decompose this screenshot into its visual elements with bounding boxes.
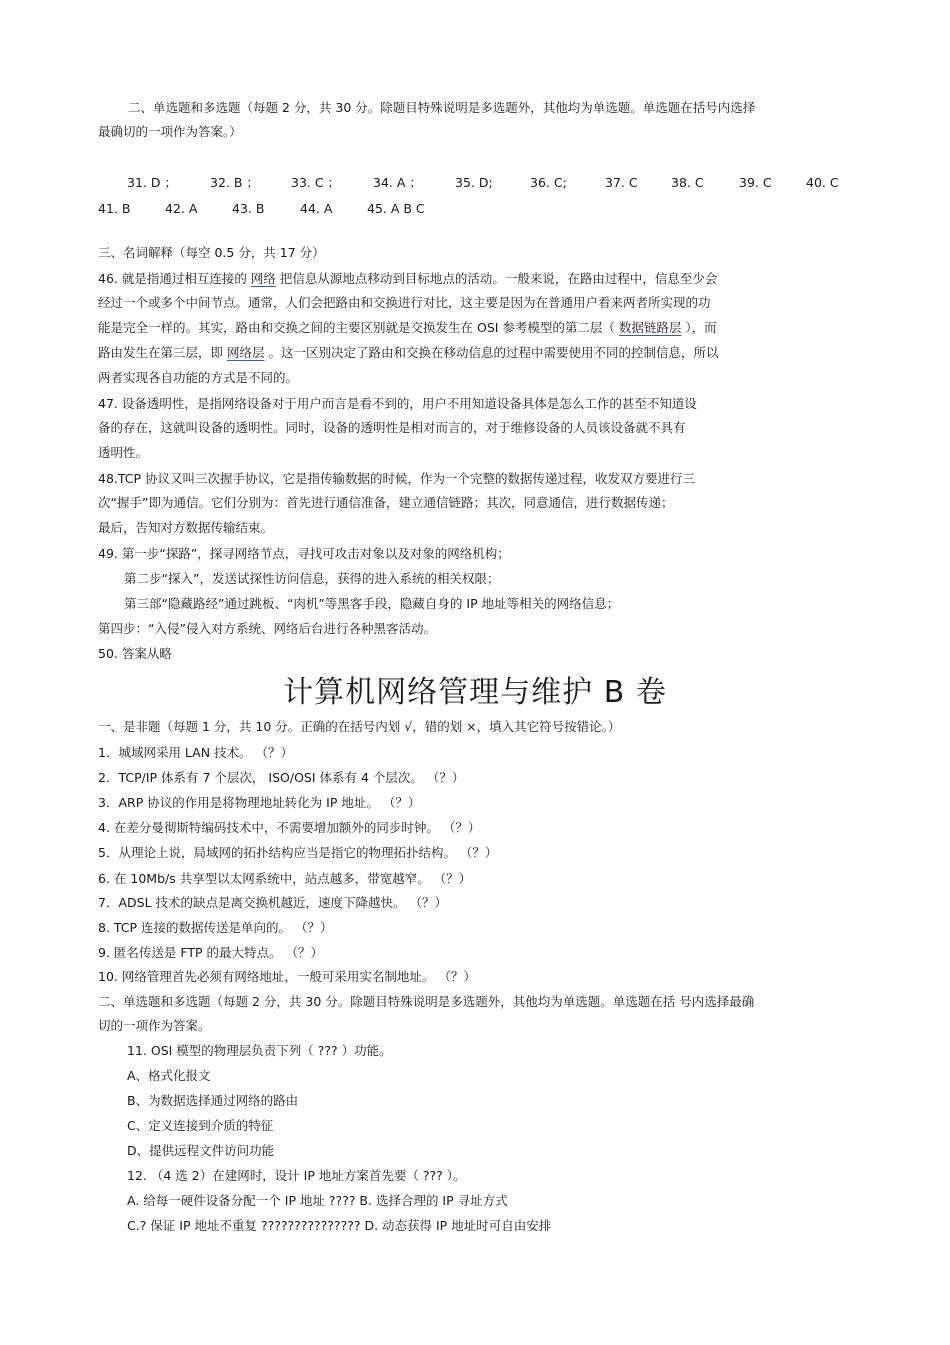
answer-40: 40. C <box>806 175 839 190</box>
q48-line1: 48.TCP 协议又叫三次握手协议，它是指传输数据的时候，作为一个完整的数据传递过程，收发双方要进行三 <box>98 471 696 486</box>
answer-45: 45. A B C <box>367 201 425 216</box>
q12-options-cd: C.? 保证 IP 地址不重复 ??????????????? D. 动态获得 IP 地址时可自由安排 <box>127 1218 552 1233</box>
q11-option-d: D、提供远程文件访问功能 <box>127 1143 275 1158</box>
section3-heading: 三、名词解释（每空 0.5 分，共 17 分） <box>98 245 325 260</box>
q46-blank-datalink: 数据链路层 <box>618 320 682 335</box>
answer-31: 31. D ； <box>127 175 177 190</box>
answer-44: 44. A <box>300 201 333 216</box>
q11-option-c: C、定义连接到介质的特征 <box>127 1118 274 1133</box>
section2-intro-line1: 二、单选题和多选题（每题 2 分，共 30 分。除题目特殊说明是多选题外，其他均为单选题。单选题在括号内选择 <box>128 100 756 115</box>
q49-line3: 第三部“隐藏路经”通过跳板、“肉机”等黑客手段，隐藏自身的 IP 地址等相关的网络信息； <box>124 596 620 611</box>
tf-item-2: 2．TCP/IP 体系有 7 个层次， ISO/OSI 体系有 4 个层次。 （？） <box>98 770 465 785</box>
answer-34: 34. A ； <box>373 175 422 190</box>
q12: 12. （4 选 2）在建网时，设计 IP 地址方案首先要（ ??? ）。 <box>127 1168 466 1183</box>
tf-item-10: 10. 网络管理首先必须有网络地址，一般可采用实名制地址。 （？） <box>98 969 476 984</box>
tf-item-6: 6. 在 10Mb/s 共享型以太网系统中，站点越多，带宽越窄。 （？） <box>98 871 472 886</box>
q46-text-a: 46. 就是指通过相互连接的 <box>98 271 251 286</box>
tf-item-8: 8. TCP 连接的数据传送是单向的。 （？） <box>98 920 333 935</box>
q47-line1: 47. 设备透明性，是指网络设备对于用户而言是看不到的，用户不用知道设备具体是怎么工作的甚至不知道设 <box>98 396 697 411</box>
exam-title: 计算机网络管理与维护 B 卷 <box>283 675 667 710</box>
tf-item-5: 5．从理论上说，局域网的拓扑结构应当是指它的物理拓扑结构。 （？） <box>98 845 498 860</box>
tf-item-9: 9. 匿名传送是 FTP 的最大特点。 （？） <box>98 945 323 960</box>
q49-line1: 49. 第一步“探路”，探寻网络节点，寻找可攻击对象以及对象的网络机构； <box>98 546 510 561</box>
q46-line2: 经过一个或多个中间节点。通常，人们会把路由和交换进行对比，这主要是因为在普通用户看来两者所实现的功 <box>98 295 711 310</box>
answer-41: 41. B <box>98 201 131 216</box>
q46-text-3c: ），而 <box>681 320 717 335</box>
answer-36: 36. C; <box>530 175 567 190</box>
answer-37: 37. C <box>605 175 638 190</box>
q11-option-a: A、格式化报文 <box>127 1068 211 1083</box>
q47-line2: 备的存在，这就叫设备的透明性。同时，设备的透明性是相对而言的，对于维修设备的人员该设备就不具有 <box>98 420 686 435</box>
tf-item-7: 7．ADSL 技术的缺点是离交换机越近，速度下降越快。 （？） <box>98 895 447 910</box>
q46-line3 <box>98 320 717 336</box>
q47-line3: 透明性。 <box>98 445 149 460</box>
section2b-heading-line1: 二、单选题和多选题（每题 2 分，共 30 分。除题目特殊说明是多选题外，其他均为单选题。单选题在括 号内选择最确 <box>98 994 755 1009</box>
q46-text-3a: 能是完全一样的。其实，路由和交换之间的主要区别就是交换发生在 OSI 参考模型的第二层（ <box>98 320 619 335</box>
q46-line1 <box>98 271 717 287</box>
q50: 50. 答案从略 <box>98 646 172 661</box>
q46-text-4a: 路由发生在第三层，即 <box>98 345 227 360</box>
q11-option-b: B、为数据选择通过网络的路由 <box>127 1093 299 1108</box>
q12-options-ab: A. 给每一硬件设备分配一个 IP 地址 ???? B. 选择合理的 IP 寻址方式 <box>127 1193 508 1208</box>
answer-33: 33. C ； <box>291 175 341 190</box>
q49-line2: 第二步“探入”，发送试探性访问信息，获得的进入系统的相关权限； <box>124 571 500 586</box>
q49-line4: 第四步：“入侵”侵入对方系统、网络后台进行各种黑客活动。 <box>98 621 436 636</box>
q48-line3: 最后，告知对方数据传输结束。 <box>98 520 274 535</box>
answer-35: 35. D; <box>455 175 493 190</box>
q46-text-c: 把信息从源地点移动到目标地点的活动。一般来说，在路由过程中，信息至少会 <box>275 271 718 286</box>
q46-line4 <box>98 345 718 361</box>
answer-32: 32. B ； <box>210 175 259 190</box>
answer-43: 43. B <box>232 201 265 216</box>
answer-39: 39. C <box>739 175 772 190</box>
q46-blank-network-layer: 网络层 <box>226 345 265 360</box>
tf-item-1: 1．城域网采用 LAN 技术。 （？） <box>98 745 294 760</box>
section2-intro-line2: 最确切的一项作为答案。） <box>98 124 242 139</box>
section2b-heading-line2: 切的一项作为答案。 <box>98 1018 211 1033</box>
answer-38: 38. C <box>671 175 704 190</box>
q46-blank-network: 网络 <box>250 271 276 286</box>
tf-item-3: 3．ARP 协议的作用是将物理地址转化为 IP 地址。 （？） <box>98 795 421 810</box>
section1-heading: 一、是非题（每题 1 分，共 10 分。正确的在括号内划 √，错的划 ×，填入其它符号按错论。） <box>98 719 621 734</box>
answer-42: 42. A <box>165 201 198 216</box>
q46-line5: 两者实现各自功能的方式是不同的。 <box>98 370 299 385</box>
tf-item-4: 4. 在差分曼彻斯特编码技术中，不需要增加额外的同步时钟。 （？） <box>98 820 481 835</box>
q48-line2: 次“握手”即为通信。它们分别为：首先进行通信准备，建立通信链路；其次，同意通信，进行数据传递； <box>98 495 674 510</box>
q46-text-4c: 。这一区别决定了路由和交换在移动信息的过程中需要使用不同的控制信息，所以 <box>264 345 719 360</box>
q11: 11. OSI 模型的物理层负责下列（ ??? ）功能。 <box>127 1043 392 1058</box>
